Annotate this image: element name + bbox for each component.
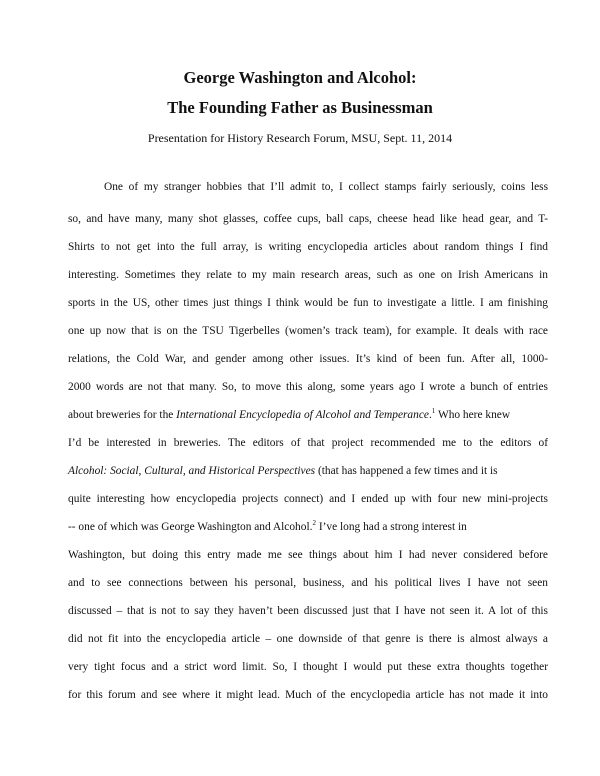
text-line: Shirts to not get into the full array, is writing encyclopedia articles about random things I find bbox=[68, 241, 548, 253]
text-line: I’d be interested in breweries. The editors of that project recommended me to the editors of bbox=[68, 437, 548, 449]
text-line: One of my stranger hobbies that I’ll admit to, I collect stamps fairly seriously, coins less bbox=[104, 181, 548, 193]
text-line: Washington, but doing this entry made me see things about him I had never considered before bbox=[68, 549, 548, 561]
text-run: Who here knew bbox=[435, 409, 511, 421]
text-line: and to see connections between his personal, business, and his political lives I have not seen bbox=[68, 577, 548, 589]
footnote-marker[interactable]: 1 bbox=[431, 407, 436, 415]
book-title: Alcohol: Social, Cultural, and Historical Perspectives bbox=[68, 465, 316, 477]
text-line: 2000 words are not that many. So, to move this along, some years ago I wrote a bunch of entries bbox=[68, 381, 548, 393]
text-run: (that has happened a few times and it is bbox=[315, 465, 498, 477]
text-line bbox=[68, 408, 548, 423]
text-line: relations, the Cold War, and gender among other issues. It’s kind of been fun. After all, 1000- bbox=[68, 353, 548, 365]
text-line: interesting. Sometimes they relate to my main research areas, such as one on Irish Americans in bbox=[68, 269, 548, 281]
text-line: sports in the US, other times just things I think would be fun to investigate a little. I am finishing bbox=[68, 297, 548, 309]
text-run: about breweries for the bbox=[68, 409, 177, 421]
book-title: International Encyclopedia of Alcohol and Temperance bbox=[176, 409, 429, 421]
text-run: -- one of which was George Washington and Alcohol. bbox=[68, 521, 313, 533]
text-line bbox=[68, 464, 548, 479]
text-line: discussed – that is not to say they haven’t been discussed just that I have not seen it. A lot of this bbox=[68, 605, 548, 617]
text-line: one up now that is on the TSU Tigerbelles (women’s track team), for example. It deals with race bbox=[68, 325, 548, 337]
document-title-line-2: The Founding Father as Businessman bbox=[167, 98, 433, 117]
text-line: very tight focus and a strict word limit. So, I thought I would put these extra thoughts together bbox=[68, 661, 548, 673]
text-line: so, and have many, many shot glasses, coffee cups, ball caps, cheese head like head gear, and T- bbox=[68, 213, 548, 225]
document-subtitle: Presentation for History Research Forum, MSU, Sept. 11, 2014 bbox=[147, 131, 453, 145]
text-line: did not fit into the encyclopedia article – one downside of that genre is there is almost always a bbox=[68, 633, 548, 645]
document-title-line-1: George Washington and Alcohol: bbox=[183, 68, 417, 87]
text-line bbox=[68, 520, 548, 535]
text-run: . bbox=[428, 409, 432, 421]
text-run: I’ve long had a strong interest in bbox=[315, 521, 467, 533]
text-line: for this forum and see where it might lead. Much of the encyclopedia article has not made it into bbox=[68, 689, 548, 701]
text-line: quite interesting how encyclopedia projects connect) and I ended up with four new mini-projects bbox=[68, 493, 548, 505]
footnote-marker[interactable]: 2 bbox=[312, 519, 316, 527]
